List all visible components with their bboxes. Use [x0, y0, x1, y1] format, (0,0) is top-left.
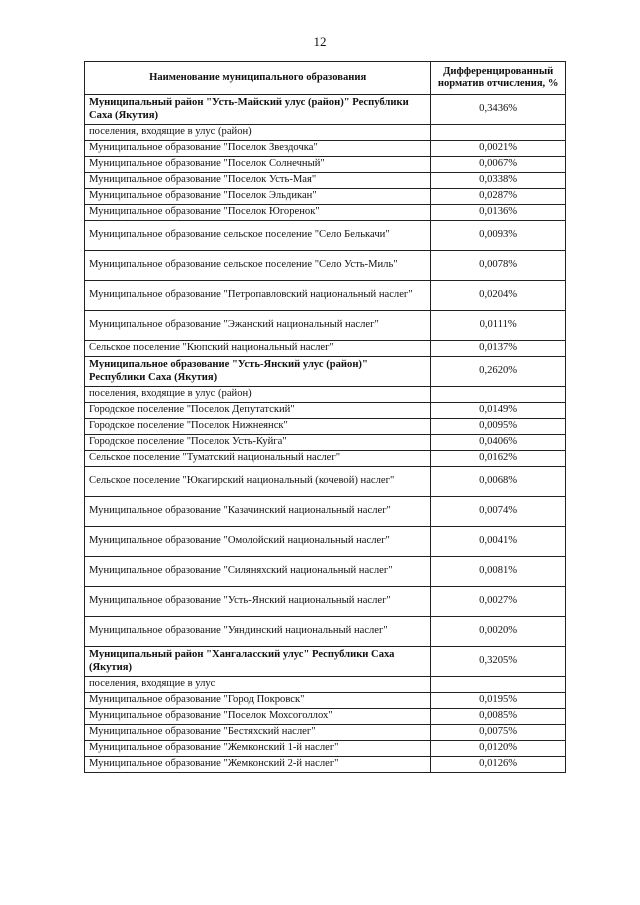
- row-name: Муниципальное образование "Поселок Усть-Мая": [85, 173, 431, 189]
- table-body: [85, 95, 566, 773]
- table-row: [85, 435, 566, 451]
- row-value: 0,0067%: [431, 157, 566, 173]
- row-value: 0,3205%: [431, 647, 566, 677]
- row-value: 0,0075%: [431, 725, 566, 741]
- table-row: [85, 709, 566, 725]
- row-value: 0,0406%: [431, 435, 566, 451]
- row-value: 0,0338%: [431, 173, 566, 189]
- row-name: Городское поселение "Поселок Нижнеянск": [85, 419, 431, 435]
- row-value: 0,0126%: [431, 757, 566, 773]
- row-name: Муниципальное образование "Поселок Югоренок": [85, 205, 431, 221]
- row-name: поселения, входящие в улус: [85, 677, 431, 693]
- row-value: 0,0111%: [431, 311, 566, 341]
- row-value: 0,2620%: [431, 357, 566, 387]
- row-name: Муниципальное образование "Бестяхский наслег": [85, 725, 431, 741]
- row-name: Сельское поселение "Туматский национальный наслег": [85, 451, 431, 467]
- table-row: [85, 725, 566, 741]
- table-row: [85, 467, 566, 497]
- row-value: 0,0093%: [431, 221, 566, 251]
- table-row: [85, 451, 566, 467]
- row-value: [431, 387, 566, 403]
- table-row: [85, 527, 566, 557]
- row-name: Муниципальное образование "Поселок Мохсоголлох": [85, 709, 431, 725]
- table-row: [85, 497, 566, 527]
- table-row: [85, 251, 566, 281]
- table-row: [85, 617, 566, 647]
- row-value: 0,0068%: [431, 467, 566, 497]
- row-name: Сельское поселение "Кюпский национальный наслег": [85, 341, 431, 357]
- row-name: Муниципальное образование "Силяняхский национальный наслег": [85, 557, 431, 587]
- row-value: 0,0020%: [431, 617, 566, 647]
- table-row: [85, 557, 566, 587]
- row-value: 0,0287%: [431, 189, 566, 205]
- row-name: Муниципальное образование сельское поселение "Село Белькачи": [85, 221, 431, 251]
- row-value: 0,0027%: [431, 587, 566, 617]
- row-name: Сельское поселение "Юкагирский национальный (кочевой) наслег": [85, 467, 431, 497]
- row-name: Муниципальный район "Усть-Майский улус (район)" Республики Саха (Якутия): [85, 95, 431, 125]
- table-row: [85, 587, 566, 617]
- row-name: Муниципальное образование "Уяндинский национальный наслег": [85, 617, 431, 647]
- table-row: [85, 757, 566, 773]
- row-name: Муниципальное образование "Жемконский 2-й наслег": [85, 757, 431, 773]
- table-row: [85, 157, 566, 173]
- group-row: [85, 95, 566, 125]
- row-value: 0,0149%: [431, 403, 566, 419]
- row-value: 0,0204%: [431, 281, 566, 311]
- table-row: [85, 189, 566, 205]
- row-value: 0,0137%: [431, 341, 566, 357]
- norm-table: [84, 61, 566, 773]
- row-value: [431, 125, 566, 141]
- row-value: 0,0136%: [431, 205, 566, 221]
- row-name: Городское поселение "Поселок Депутатский": [85, 403, 431, 419]
- row-value: 0,0162%: [431, 451, 566, 467]
- table-row: [85, 341, 566, 357]
- table-row: [85, 403, 566, 419]
- group-row: [85, 357, 566, 387]
- row-name: Муниципальное образование "Город Покровск": [85, 693, 431, 709]
- row-name: Муниципальное образование "Поселок Эльдикан": [85, 189, 431, 205]
- row-name: Городское поселение "Поселок Усть-Куйга": [85, 435, 431, 451]
- row-name: Муниципальное образование "Усть-Янский национальный наслег": [85, 587, 431, 617]
- table-row: [85, 419, 566, 435]
- row-value: 0,0074%: [431, 497, 566, 527]
- table-header-row: [85, 62, 566, 95]
- row-name: Муниципальное образование "Петропавловский национальный наслег": [85, 281, 431, 311]
- row-value: 0,0078%: [431, 251, 566, 281]
- row-name: Муниципальное образование "Усть-Янский улус (район)" Республики Саха (Якутия): [85, 357, 431, 387]
- table-row: [85, 141, 566, 157]
- header-value: Дифференцированный норматив отчисления, %: [431, 62, 566, 95]
- table-row: [85, 693, 566, 709]
- row-name: Муниципальное образование "Поселок Звездочка": [85, 141, 431, 157]
- table-row: [85, 173, 566, 189]
- page-number: 12: [313, 34, 327, 49]
- row-value: 0,0041%: [431, 527, 566, 557]
- row-value: 0,0095%: [431, 419, 566, 435]
- row-value: 0,0081%: [431, 557, 566, 587]
- row-value: 0,0120%: [431, 741, 566, 757]
- row-name: Муниципальное образование "Жемконский 1-й наслег": [85, 741, 431, 757]
- row-value: [431, 677, 566, 693]
- table-row: [85, 741, 566, 757]
- subheader-row: [85, 387, 566, 403]
- table-row: [85, 205, 566, 221]
- row-name: Муниципальное образование "Омолойский национальный наслег": [85, 527, 431, 557]
- row-value: 0,3436%: [431, 95, 566, 125]
- group-row: [85, 647, 566, 677]
- row-value: 0,0195%: [431, 693, 566, 709]
- row-value: 0,0085%: [431, 709, 566, 725]
- table-row: [85, 221, 566, 251]
- row-name: Муниципальное образование "Казачинский национальный наслег": [85, 497, 431, 527]
- row-value: 0,0021%: [431, 141, 566, 157]
- table-row: [85, 281, 566, 311]
- row-name: Муниципальное образование "Эжанский национальный наслег": [85, 311, 431, 341]
- subheader-row: [85, 125, 566, 141]
- header-name: Наименование муниципального образования: [85, 62, 431, 95]
- row-name: Муниципальное образование "Поселок Солнечный": [85, 157, 431, 173]
- subheader-row: [85, 677, 566, 693]
- row-name: поселения, входящие в улус (район): [85, 125, 431, 141]
- row-name: Муниципальный район "Хангаласский улус" Республики Саха (Якутия): [85, 647, 431, 677]
- row-name: поселения, входящие в улус (район): [85, 387, 431, 403]
- table-row: [85, 311, 566, 341]
- row-name: Муниципальное образование сельское поселение "Село Усть-Миль": [85, 251, 431, 281]
